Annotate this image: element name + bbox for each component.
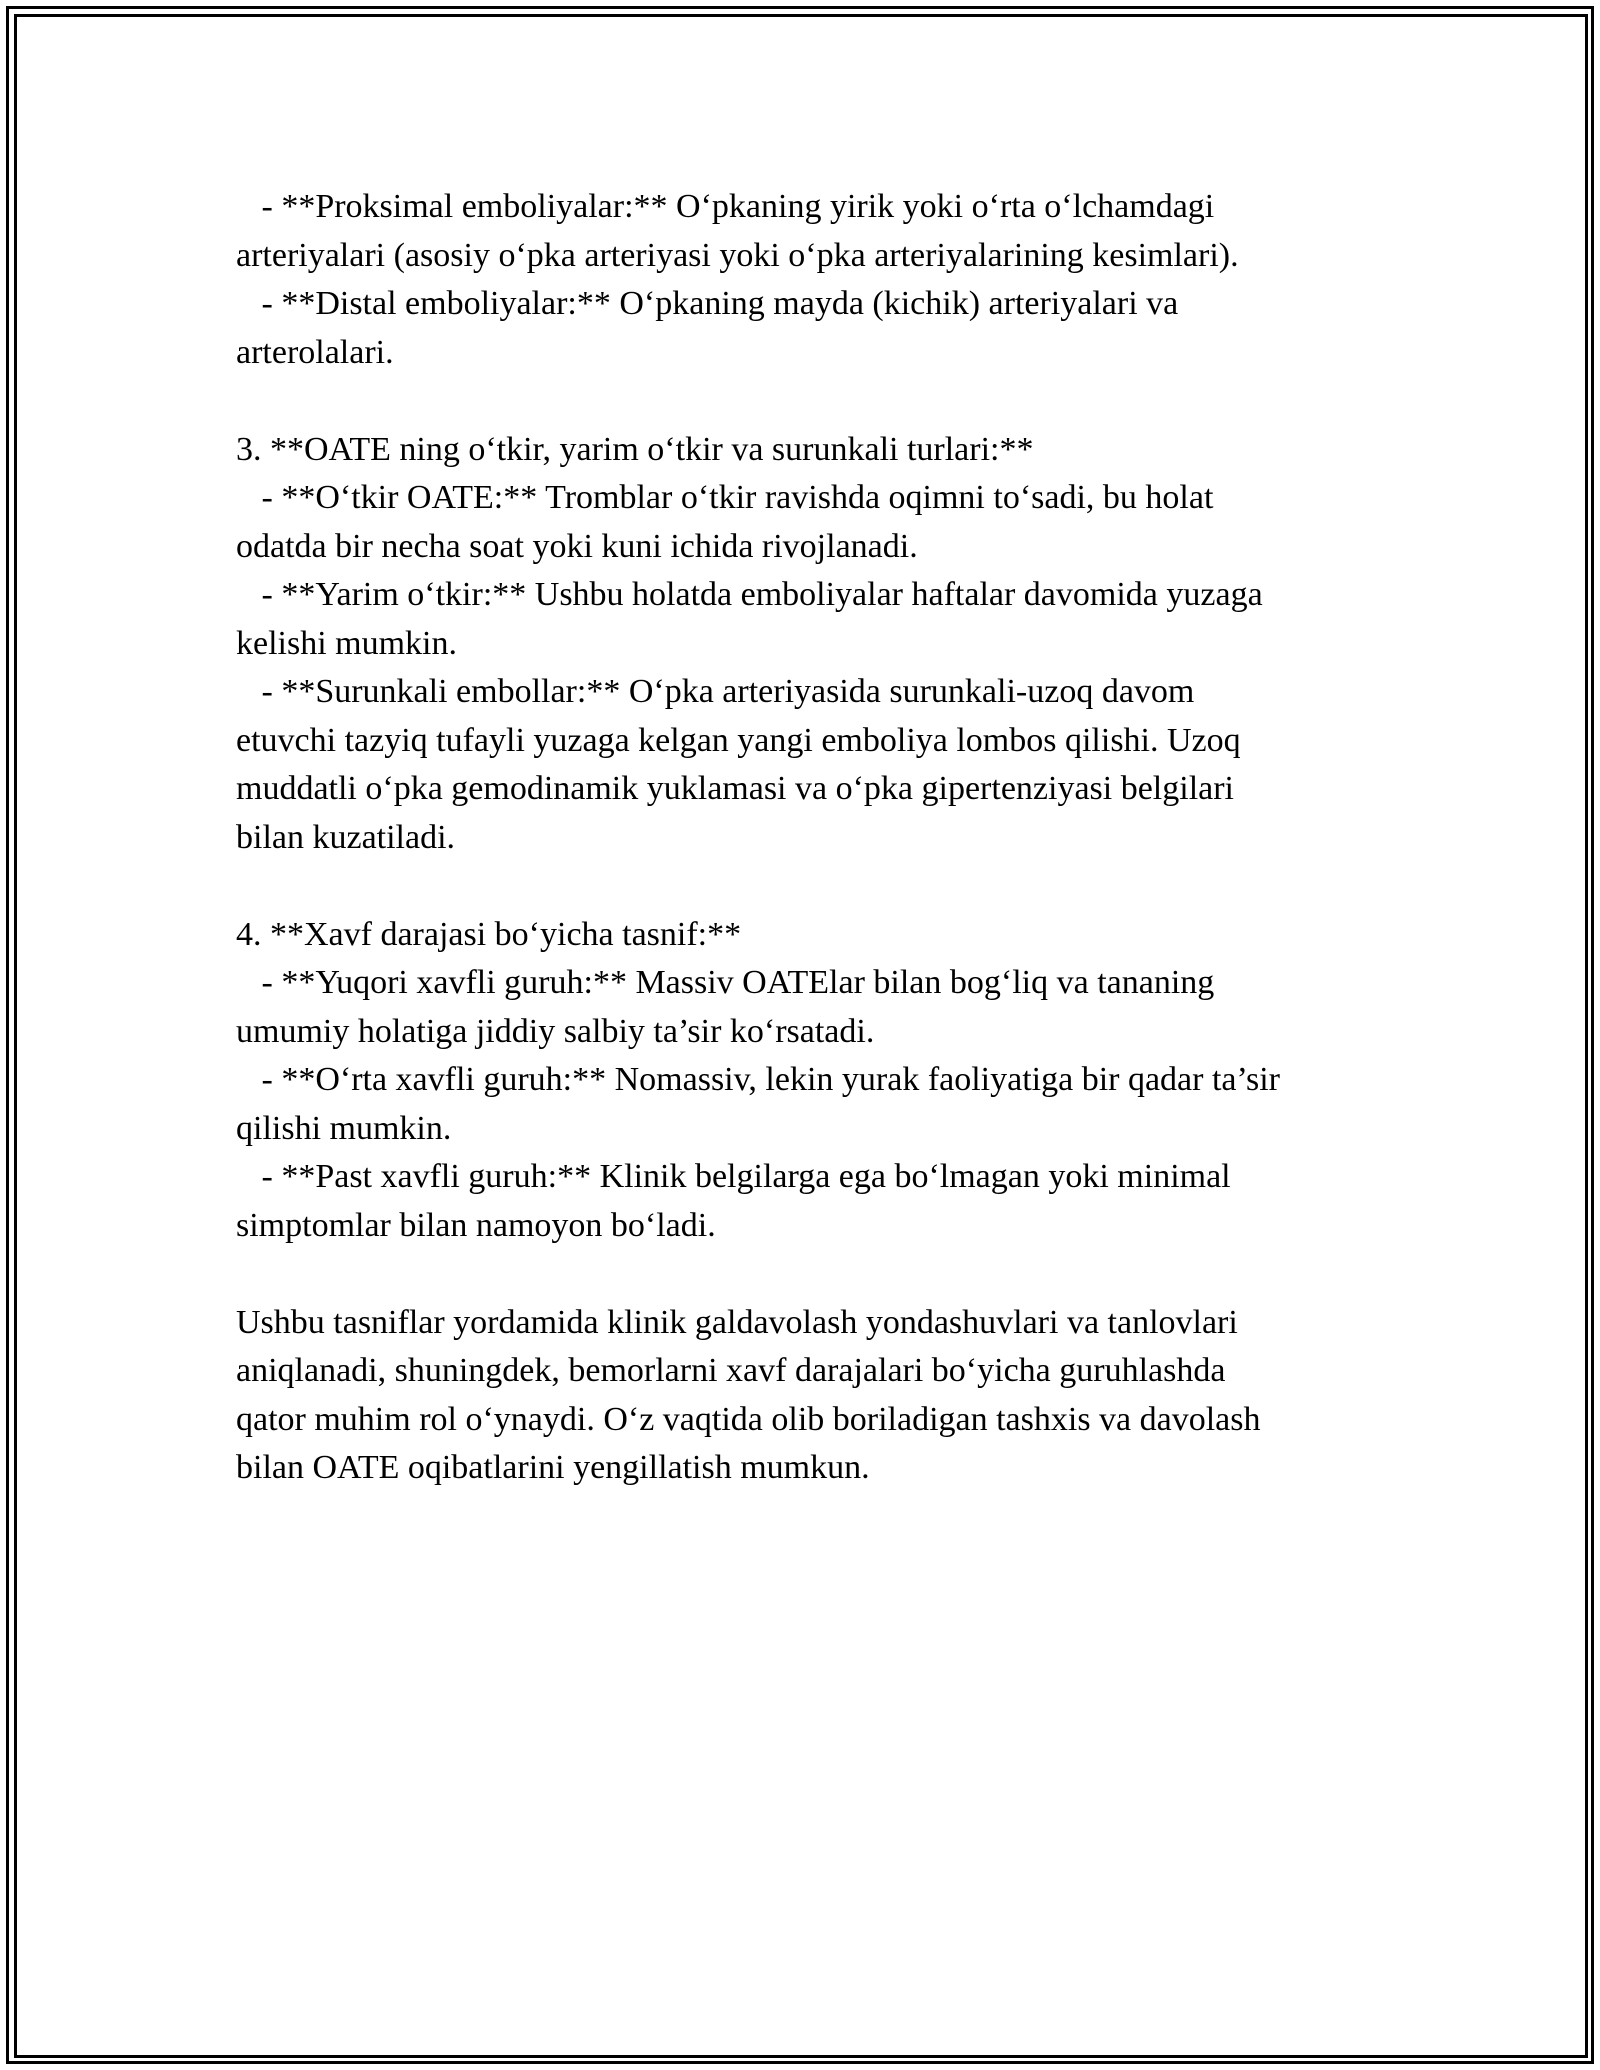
text-line: - **Distal emboliyalar:** O‘pkaning mayda (kichik) arteriyalari va [236,285,1179,322]
document-body [236,183,1386,1493]
text-line: qilishi mumkin. [236,1109,452,1147]
text-line: - **O‘rta xavfli guruh:** Nomassiv, lekin yurak faoliyatiga bir qadar ta’sir [236,1061,1280,1098]
paragraph-gap [236,377,1386,426]
text-line: - **Yarim o‘tkir:** Ushbu holatda emboliyalar haftalar davomida yuzaga [236,576,1263,613]
section-heading: 3. **OATE ning o‘tkir, yarim o‘tkir va surunkali turlari:** [236,430,1034,468]
paragraph-gap [236,862,1386,911]
text-line: aniqlanadi, shuningdek, bemorlarni xavf darajalari bo‘yicha guruhlashda [236,1352,1226,1389]
text-line: - **Yuqori xavfli guruh:** Massiv OATElar bilan bog‘liq va tananing [236,964,1215,1001]
text-line: bilan kuzatiladi. [236,818,456,856]
text-line: umumiy holatiga jiddiy salbiy ta’sir ko‘rsatadi. [236,1012,875,1050]
text-line: odatda bir necha soat yoki kuni ichida rivojlanadi. [236,527,918,565]
text-line: Ushbu tasniflar yordamida klinik galdavolash yondashuvlari va tanlovlari [236,1303,1238,1341]
text-line: - **Surunkali embollar:** O‘pka arteriyasida surunkali-uzoq davom [236,673,1195,710]
text-line: - **Proksimal emboliyalar:** O‘pkaning yirik yoki o‘rta o‘lchamdagi [236,188,1215,225]
text-line: kelishi mumkin. [236,624,457,662]
text-line: arterolalari. [236,333,394,371]
text-line: - **Past xavfli guruh:** Klinik belgilarga ega bo‘lmagan yoki minimal [236,1158,1231,1195]
paragraph-gap [236,1250,1386,1299]
text-line: muddatli o‘pka gemodinamik yuklamasi va o‘pka gipertenziyasi belgilari [236,770,1235,807]
text-line: etuvchi tazyiq tufayli yuzaga kelgan yangi emboliya lombos qilishi. Uzoq [236,721,1241,759]
text-line: bilan OATE oqibatlarini yengillatish mumkun. [236,1449,870,1486]
section-heading: 4. **Xavf darajasi bo‘yicha tasnif:** [236,915,742,953]
text-line: simptomlar bilan namoyon bo‘ladi. [236,1206,716,1244]
text-line: - **O‘tkir OATE:** Tromblar o‘tkir ravishda oqimni to‘sadi, bu holat [236,479,1214,516]
text-line: qator muhim rol o‘ynaydi. O‘z vaqtida olib boriladigan tashxis va davolash [236,1400,1261,1438]
text-line: arteriyalari (asosiy o‘pka arteriyasi yoki o‘pka arteriyalarining kesimlari). [236,236,1239,274]
